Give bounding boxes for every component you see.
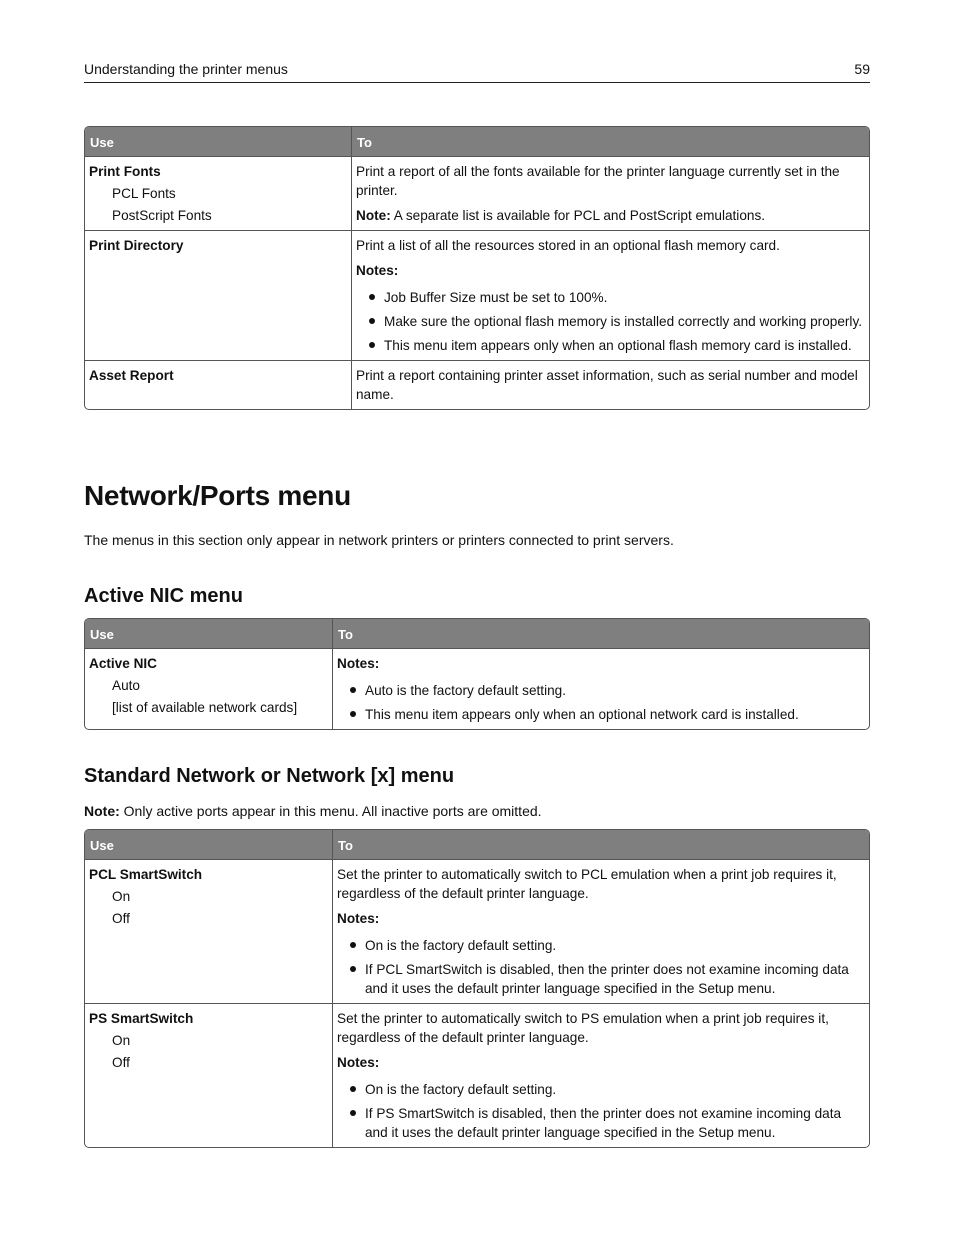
active-nic-table (84, 618, 870, 730)
note-label: Note: (356, 208, 391, 223)
list-item: If PCL SmartSwitch is disabled, then the printer does not examine incoming data and it uses the default printer language specified in the Setup menu. (337, 960, 865, 998)
notes-list (337, 1080, 865, 1142)
menu-option: Off (112, 911, 130, 926)
column-header-use: Use (85, 127, 352, 157)
running-title: Understanding the printer menus (84, 61, 288, 77)
page-number: 59 (854, 61, 870, 77)
standard-network-table (84, 829, 870, 1148)
active-nic-heading: Active NIC menu (84, 585, 243, 607)
use-cell (85, 231, 352, 361)
table-row (85, 157, 869, 231)
notes-label: Notes: (337, 656, 380, 671)
description-cell (333, 1004, 869, 1147)
use-cell (85, 157, 352, 231)
table-row (85, 361, 869, 409)
column-header-use: Use (85, 830, 333, 860)
column-header-to: To (333, 830, 869, 860)
menu-item-name: Active NIC (89, 656, 157, 671)
description-text: Print a report containing printer asset information, such as serial number and model name. (356, 368, 858, 402)
menu-option: [list of available network cards] (112, 700, 298, 715)
menu-item-name: Asset Report (89, 368, 174, 383)
use-cell (85, 361, 352, 409)
notes-label: Notes: (356, 263, 399, 278)
description-text: Print a report of all the fonts available for the printer language currently set in the printer. (356, 164, 840, 198)
description-cell (333, 860, 869, 1004)
notes-label: Notes: (337, 1055, 380, 1070)
description-text: Set the printer to automatically switch to PCL emulation when a print job requires it, regardless of the default printer language. (337, 867, 837, 901)
note-text: Only active ports appear in this menu. All inactive ports are omitted. (119, 803, 542, 819)
section-intro: The menus in this section only appear in network printers or printers connected to print servers. (84, 532, 674, 548)
list-item: On is the factory default setting. (337, 936, 865, 955)
menu-item-name: Print Fonts (89, 164, 161, 179)
description-cell (333, 649, 869, 729)
list-item: If PS SmartSwitch is disabled, then the printer does not examine incoming data and it uses the default printer language specified in the Setup menu. (337, 1104, 865, 1142)
menu-option: On (112, 889, 131, 904)
table-row (85, 1004, 869, 1147)
menu-item-name: Print Directory (89, 238, 184, 253)
use-cell (85, 1004, 333, 1147)
description-text: Print a list of all the resources stored in an optional flash memory card. (356, 238, 780, 253)
list-item: Make sure the optional flash memory is installed correctly and working properly. (356, 312, 865, 331)
menu-option: On (112, 1033, 131, 1048)
page-header (84, 60, 870, 83)
description-cell (352, 231, 869, 361)
list-item: Job Buffer Size must be set to 100%. (356, 288, 865, 307)
menu-option: Auto (112, 678, 140, 693)
notes-list (356, 288, 865, 355)
menu-option: PostScript Fonts (112, 208, 212, 223)
note-text: A separate list is available for PCL and PostScript emulations. (390, 208, 766, 223)
list-item: Auto is the factory default setting. (337, 681, 865, 700)
menu-option: PCL Fonts (112, 186, 176, 201)
table-row (85, 231, 869, 361)
column-header-use: Use (85, 619, 333, 649)
use-cell (85, 860, 333, 1004)
list-item: On is the factory default setting. (337, 1080, 865, 1099)
list-item: This menu item appears only when an optional flash memory card is installed. (356, 336, 865, 355)
menu-item-name: PS SmartSwitch (89, 1011, 194, 1026)
note-label: Note: (84, 803, 120, 819)
description-cell (352, 361, 869, 409)
use-cell (85, 649, 333, 729)
table-row (85, 860, 869, 1004)
column-header-to: To (333, 619, 869, 649)
notes-list (337, 681, 865, 724)
section-title: Network/Ports menu (84, 480, 351, 511)
notes-label: Notes: (337, 911, 380, 926)
table-row (85, 649, 869, 729)
standard-network-note (84, 803, 542, 819)
list-item: This menu item appears only when an optional network card is installed. (337, 705, 865, 724)
description-text: Set the printer to automatically switch to PS emulation when a print job requires it, regardless of the default printer language. (337, 1011, 829, 1045)
utilities-menu-table (84, 126, 870, 410)
note (356, 206, 865, 225)
notes-list (337, 936, 865, 998)
description-cell (352, 157, 869, 231)
standard-network-heading: Standard Network or Network [x] menu (84, 765, 455, 787)
menu-item-name: PCL SmartSwitch (89, 867, 203, 882)
column-header-to: To (352, 127, 869, 157)
menu-option: Off (112, 1055, 130, 1070)
